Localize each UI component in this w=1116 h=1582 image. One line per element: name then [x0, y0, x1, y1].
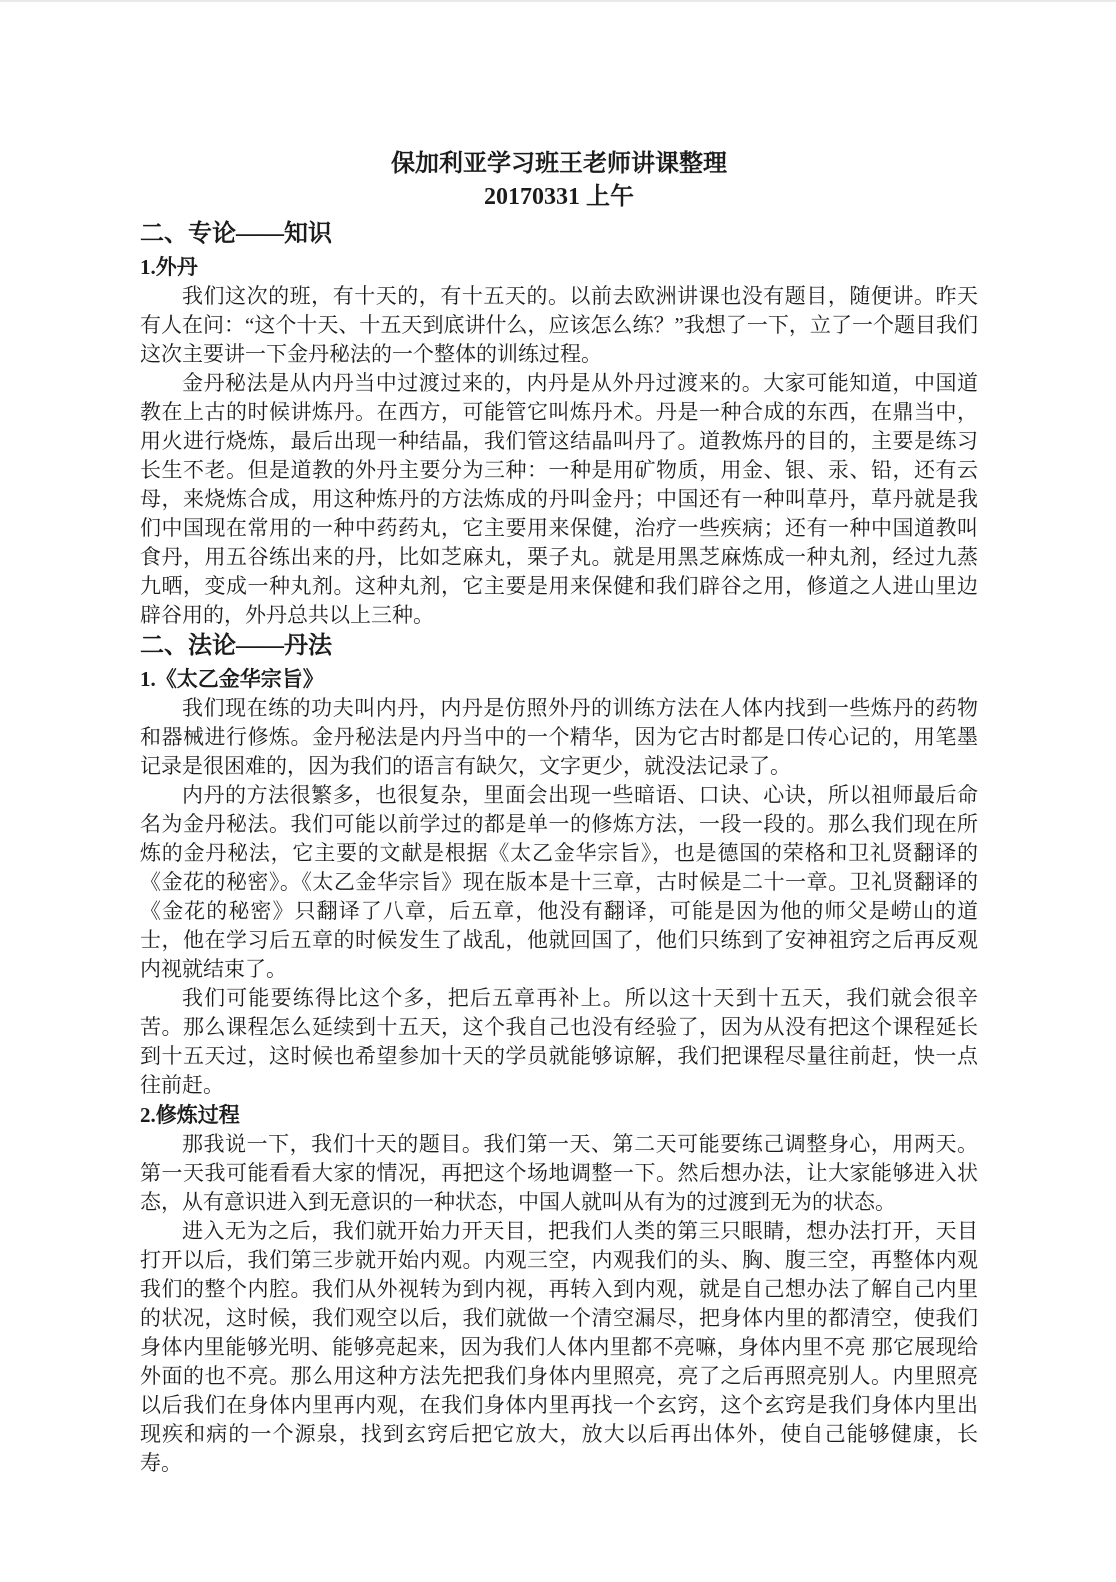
doc-date: 20170331 上午: [484, 184, 634, 210]
subsection-heading-waidan: 1.外丹: [140, 255, 198, 279]
paragraph: 进入无为之后，我们就开始力开天目，把我们人类的第三只眼睛，想办法打开，天目打开以后，我们第三步就开始内观。内观三空，内观我们的头、胸、腹三空，再整体内观我们的整个内腔。我们从外视转为到内视，再转入到内观，就是自己想办法了解自己内里的状况，这时候，我们观空以后，我们就做一个清空漏尽，把身体内里的都清空，使我们身体内里能够光明、能够亮起来，因为我们人体内里都不亮嘛，身体内里不亮 那它展现给外面的也不亮。那么用这种方法先把我们身体内里照亮，亮了之后再照亮别人。内里照亮以后我们在身体内里再内观，在我们身体内里再找一个玄窍，这个玄窍是我们身体内里出现疾和病的一个源泉，找到玄窍后把它放大，放大以后再出体外，使自己能够健康，长寿。: [140, 1219, 978, 1475]
paragraph: 我们这次的班，有十天的，有十五天的。以前去欧洲讲课也没有题目，随便讲。昨天有人在问：“这个十天、十五天到底讲什么，应该怎么练？”我想了一下，立了一个题目我们这次主要讲一下金丹秘法的一个整体的训练过程。: [140, 284, 978, 366]
paragraph: 那我说一下，我们十天的题目。我们第一天、第二天可能要练己调整身心，用两天。第一天我可能看看大家的情况，再把这个场地调整一下。然后想办法，让大家能够进入状态，从有意识进入到无意识的一种状态，中国人就叫从有为的过渡到无为的状态。: [140, 1132, 978, 1214]
paragraph: 我们现在练的功夫叫内丹，内丹是仿照外丹的训练方法在人体内找到一些炼丹的药物和器械进行修炼。金丹秘法是内丹当中的一个精华，因为它古时都是口传心记的，用笔墨记录是很困难的，因为我们的语言有缺欠，文字更少，就没法记录了。: [140, 696, 978, 778]
paragraph: 内丹的方法很繁多，也很复杂，里面会出现一些暗语、口诀、心诀，所以祖师最后命名为金丹秘法。我们可能以前学过的都是单一的修炼方法，一段一段的。那么我们现在所炼的金丹秘法，它主要的文献是根据《太乙金华宗旨》，也是德国的荣格和卫礼贤翻译的《金花的秘密》。《太乙金华宗旨》现在版本是十三章，古时候是二十一章。卫礼贤翻译的《金花的秘密》只翻译了八章，后五章，他没有翻译，可能是因为他的师父是崂山的道士，他在学习后五章的时候发生了战乱，他就回国了，他们只练到了安神祖窍之后再反观内视就结束了。: [140, 783, 978, 981]
subsection-heading-xiulian-guocheng: 2.修炼过程: [140, 1103, 240, 1127]
doc-title: 保加利亚学习班王老师讲课整理: [391, 151, 727, 177]
section-heading-falun-danfa: 二、法论——丹法: [140, 633, 332, 659]
subsection-heading-taiyi-jinhua-zongzhi: 1.《太乙金华宗旨》: [140, 667, 324, 691]
paragraph: 金丹秘法是从内丹当中过渡过来的，内丹是从外丹过渡来的。大家可能知道，中国道教在上古的时候讲炼丹。在西方，可能管它叫炼丹术。丹是一种合成的东西，在鼎当中，用火进行烧炼，最后出现一种结晶，我们管这结晶叫丹了。道教炼丹的目的，主要是练习长生不老。但是道教的外丹主要分为三种：一种是用矿物质，用金、银、汞、铅，还有云母，来烧炼合成，用这种炼丹的方法炼成的丹叫金丹；中国还有一种叫草丹，草丹就是我们中国现在常用的一种中药药丸，它主要用来保健，治疗一些疾病；还有一种中国道教叫食丹，用五谷练出来的丹，比如芝麻丸，栗子丸。就是用黑芝麻炼成一种丸剂，经过九蒸九晒，变成一种丸剂。这种丸剂，它主要是用来保健和我们辟谷之用，修道之人进山里边辟谷用的，外丹总共以上三种。: [140, 371, 978, 627]
paragraph: 我们可能要练得比这个多，把后五章再补上。所以这十天到十五天，我们就会很辛苦。那么课程怎么延续到十五天，这个我自己也没有经验了，因为从没有把这个课程延长到十五天过，这时候也希望参加十天的学员就能够谅解，我们把课程尽量往前赶，快一点往前赶。: [140, 986, 978, 1097]
section-heading-zhuanlun-zhishi: 二、专论——知识: [140, 221, 332, 247]
